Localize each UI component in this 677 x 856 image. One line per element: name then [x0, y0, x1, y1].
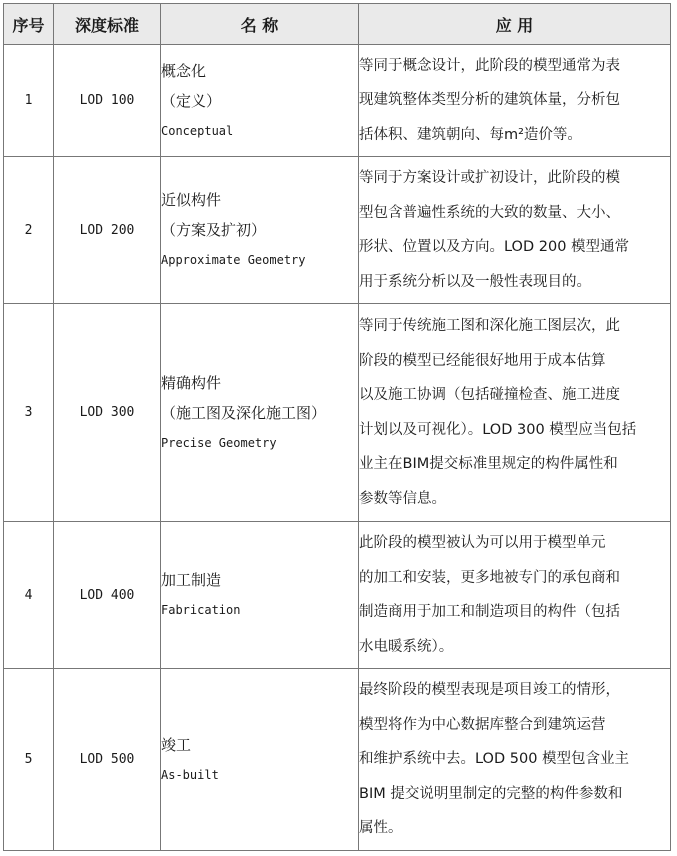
row-lod: LOD 200 [54, 157, 161, 304]
app-line: 等同于传统施工图和深化施工图层次，此 [359, 318, 620, 334]
header-std: 深度标准 [54, 4, 161, 45]
name-cn: 竣工 [161, 735, 192, 754]
name-en: Conceptual [161, 123, 234, 138]
row-seq: 1 [4, 45, 54, 157]
table-row [4, 45, 671, 157]
header-row [4, 4, 671, 45]
name-cn: 概念化 [161, 61, 207, 80]
row-seq: 3 [4, 304, 54, 522]
name-en: Precise Geometry [161, 435, 277, 450]
row-seq: 2 [4, 157, 54, 304]
row-name [161, 669, 359, 851]
lod-table [3, 3, 671, 851]
app-line: 计划以及可视化）。LOD 300 模型应当包括 [359, 421, 637, 438]
app-line: 括体积、建筑朝向、每m²造价等。 [359, 126, 582, 143]
row-name [161, 522, 359, 669]
name-en: Fabrication [161, 603, 241, 617]
app-line: 模型将作为中心数据库整合到建筑运营 [359, 716, 606, 733]
app-line: 阶段的模型已经能很好地用于成本估算 [359, 352, 606, 369]
app-line: 等同于方案设计或扩初设计，此阶段的模 [359, 170, 620, 186]
app-line: 现建筑整体类型分析的建筑体量，分析包 [359, 92, 620, 109]
app-line: 用于系统分析以及一般性表现目的。 [359, 273, 591, 290]
name-cn: 加工制造 [161, 571, 222, 589]
app-line: 以及施工协调（包括碰撞检查、施工进度 [359, 387, 620, 403]
row-lod: LOD 100 [54, 45, 161, 157]
app-line: 此阶段的模型被认为可以用于模型单元 [359, 535, 606, 551]
app-line: BIM 提交说明里制定的完整的构件参数和 [359, 785, 623, 802]
row-app [359, 157, 671, 304]
app-line: 参数等信息。 [359, 490, 446, 507]
row-app [359, 304, 671, 522]
app-line: 属性。 [359, 820, 403, 837]
row-app [359, 522, 671, 669]
name-cn: 近似构件 [161, 191, 222, 209]
app-line: 制造商用于加工和制造项目的构件（包括 [359, 604, 620, 620]
row-app [359, 45, 671, 157]
app-line: 型包含普遍性系统的大致的数量、大小、 [359, 204, 620, 221]
name-en: Approximate Geometry [161, 253, 306, 267]
name-note: （方案及扩初） [161, 221, 267, 239]
header-name: 名 称 [161, 4, 359, 45]
row-name [161, 157, 359, 304]
app-line: 和维护系统中去。LOD 500 模型包含业主 [359, 751, 630, 768]
row-name [161, 304, 359, 522]
app-line: 最终阶段的模型表现是项目竣工的情形， [359, 682, 620, 699]
header-seq: 序号 [4, 4, 54, 45]
row-name [161, 45, 359, 157]
row-lod: LOD 300 [54, 304, 161, 522]
name-cn: 精确构件 [161, 373, 222, 392]
table-row [4, 157, 671, 304]
app-line: 的加工和安装，更多地被专门的承包商和 [359, 569, 620, 586]
app-line: 等同于概念设计，此阶段的模型通常为表 [359, 57, 620, 74]
row-lod: LOD 500 [54, 669, 161, 851]
table-row [4, 304, 671, 522]
name-note: （施工图及深化施工图） [161, 403, 327, 422]
table-row [4, 522, 671, 669]
app-line: 形状、位置以及方向。LOD 200 模型通常 [359, 239, 630, 255]
row-lod: LOD 400 [54, 522, 161, 669]
row-app [359, 669, 671, 851]
name-note: （定义） [161, 91, 222, 110]
app-line: 业主在BIM提交标准里规定的构件属性和 [359, 456, 618, 472]
row-seq: 4 [4, 522, 54, 669]
header-app: 应 用 [359, 4, 671, 45]
row-seq: 5 [4, 669, 54, 851]
name-en: As-built [161, 767, 219, 782]
table-row [4, 669, 671, 851]
app-line: 水电暖系统）。 [359, 638, 454, 655]
